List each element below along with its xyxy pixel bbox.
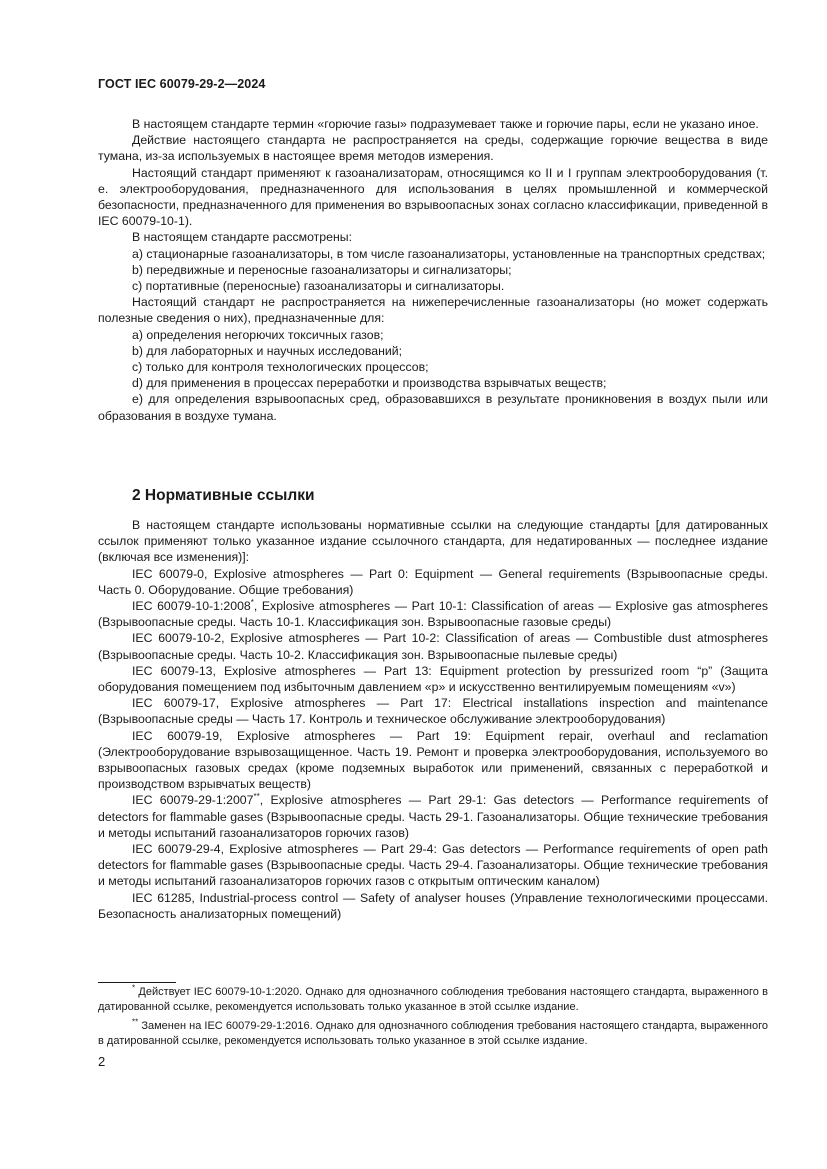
footnote	[98, 985, 768, 1015]
reference-text: IEC 60079-29-4, Explosive atmospheres — Part 29-4: Gas detectors — Performance requirements of open path detectors for flammable gases (Взрывоопасные среды. Часть 29-4. Газоанализаторы. Общие технические требования и методы испытаний газоанализаторов горючих газов с открытым оптическим каналом)	[98, 842, 768, 889]
footnote-separator	[98, 982, 176, 983]
reference-code: IEC 60079-29-1:2007	[132, 793, 254, 808]
reference-text: , Explosive atmospheres — Part 10-1: Classification of areas — Explosive gas atmospheres (Взрывоопасные среды. Часть 10-1. Классификация зон. Взрывоопасные газовые среды)	[98, 599, 768, 630]
list-item: c) портативные (переносные) газоанализаторы и сигнализаторы.	[132, 279, 505, 294]
list-item: a) определения негорючих токсичных газов;	[132, 327, 384, 342]
paragraph: В настоящем стандарте рассмотрены:	[132, 230, 353, 245]
reference-text: IEC 61285, Industrial-process control — Safety of analyser houses (Управление технологическими процессами. Безопасность анализаторных помещений)	[98, 890, 768, 921]
paragraph: Настоящий стандарт применяют к газоанализаторам, относящимся ко II и I группам электрооборудования (т. е. электрооборудования, предназначенного для использования в целях промышленной и коммерческой безопасности, предназначенного для применения во взрывоопасных зонах согласно классификации, приведенной в IEC 60079-10-1).	[98, 165, 768, 229]
list-item: b) для лабораторных и научных исследований;	[132, 343, 403, 358]
reference-item	[98, 695, 768, 727]
page-number: 2	[98, 1054, 106, 1069]
reference-text: IEC 60079-19, Explosive atmospheres — Part 19: Equipment repair, overhaul and reclamation (Электрооборудование взрывозащищенное. Часть 19. Ремонт и проверка электрооборудования, используемого во взрывоопасных газовых средах (кроме подземных выработок или применений, связанных с переработкой и производством взрывчатых веществ)	[98, 728, 768, 792]
reference-text: IEC 60079-10-2, Explosive atmospheres — Part 10-2: Classification of areas — Combustible dust atmospheres (Взрывоопасные среды. Часть 10-2. Классификация зон. Взрывоопасные пылевые среды)	[98, 631, 768, 662]
paragraph: Настоящий стандарт не распространяется на нижеперечисленные газоанализаторы (но может содержать полезные сведения о них), предназначенные для:	[98, 295, 768, 326]
footnote-mark: **	[132, 1017, 139, 1027]
reference-item	[98, 598, 768, 630]
paragraph: В настоящем стандарте термин «горючие газы» подразумевает также и горючие пары, если не указано иное.	[132, 117, 759, 131]
list-item: d) для применения в процессах переработки и производства взрывчатых веществ;	[132, 376, 607, 391]
footnote-mark: **	[253, 792, 260, 802]
scope-text	[98, 116, 768, 424]
reference-text: IEC 60079-0, Explosive atmospheres — Part 0: Equipment — General requirements (Взрывоопасные среды. Часть 0. Оборудование. Общие требования)	[98, 566, 768, 597]
footnote	[98, 1019, 768, 1049]
references-lead: В настоящем стандарте использованы нормативные ссылки на следующие стандарты [для датированных ссылок применяют только указанное издание ссылочного стандарта, для недатированных — последнее издание (включая все изменения)]:	[98, 518, 768, 565]
section-heading: 2 Нормативные ссылки	[132, 487, 315, 504]
reference-item	[98, 890, 768, 922]
footnote-text: Действует IEC 60079-10-1:2020. Однако для однозначного соблюдения требования настоящего стандарта, выраженного в датированной ссылке, рекомендуется использовать только указанное в этой ссылке издание.	[98, 986, 768, 1013]
reference-text: , Explosive atmospheres — Part 29-1: Gas detectors — Performance requirements of detectors for flammable gases (Взрывоопасные среды. Часть 29-1. Газоанализаторы. Общие технические требования и методы испытаний газоанализаторов горючих газов)	[98, 793, 768, 840]
reference-text: IEC 60079-13, Explosive atmospheres — Part 13: Equipment protection by pressurized room “p” (Защита оборудования помещением под избыточным давлением «р» и искусственно вентилируемым помещениям «v»)	[98, 663, 768, 695]
footnote-text: Заменен на IEC 60079-29-1:2016. Однако для однозначного соблюдения требования настоящего стандарта, выраженного в датированной ссылке, рекомендуется использовать только указанное в этой ссылке издание.	[98, 1020, 768, 1047]
reference-item	[98, 566, 768, 598]
paragraph: Действие настоящего стандарта не распространяется на среды, содержащие горючие вещества в виде тумана, из-за используемых в настоящее время методов измерения.	[98, 133, 768, 164]
list-item: e) для определения взрывоопасных сред, образовавшихся в результате проникновения в воздух пыли или образования в воздухе тумана.	[98, 392, 768, 423]
list-item: a) стационарные газоанализаторы, в том числе газоанализаторы, установленные на транспортных средствах;	[132, 246, 766, 261]
reference-item	[98, 630, 768, 662]
list-item: b) передвижные и переносные газоанализаторы и сигнализаторы;	[132, 262, 512, 277]
reference-item	[98, 841, 768, 890]
reference-text: IEC 60079-17, Explosive atmospheres — Part 17: Electrical installations inspection and maintenance (Взрывоопасные среды — Часть 17. Контроль и техническое обслуживание электрооборудования)	[98, 696, 768, 727]
footnote-mark: *	[250, 597, 254, 607]
list-item: c) только для контроля технологических процессов;	[132, 360, 429, 375]
reference-item	[98, 792, 768, 841]
normative-references	[98, 517, 768, 922]
document-header-code: ГОСТ IEC 60079-29-2—2024	[98, 77, 266, 91]
reference-code: IEC 60079-10-1:2008	[132, 599, 251, 614]
reference-item	[98, 663, 768, 695]
footnotes	[98, 985, 768, 1053]
footnote-mark: *	[132, 983, 136, 993]
reference-item	[98, 728, 768, 793]
